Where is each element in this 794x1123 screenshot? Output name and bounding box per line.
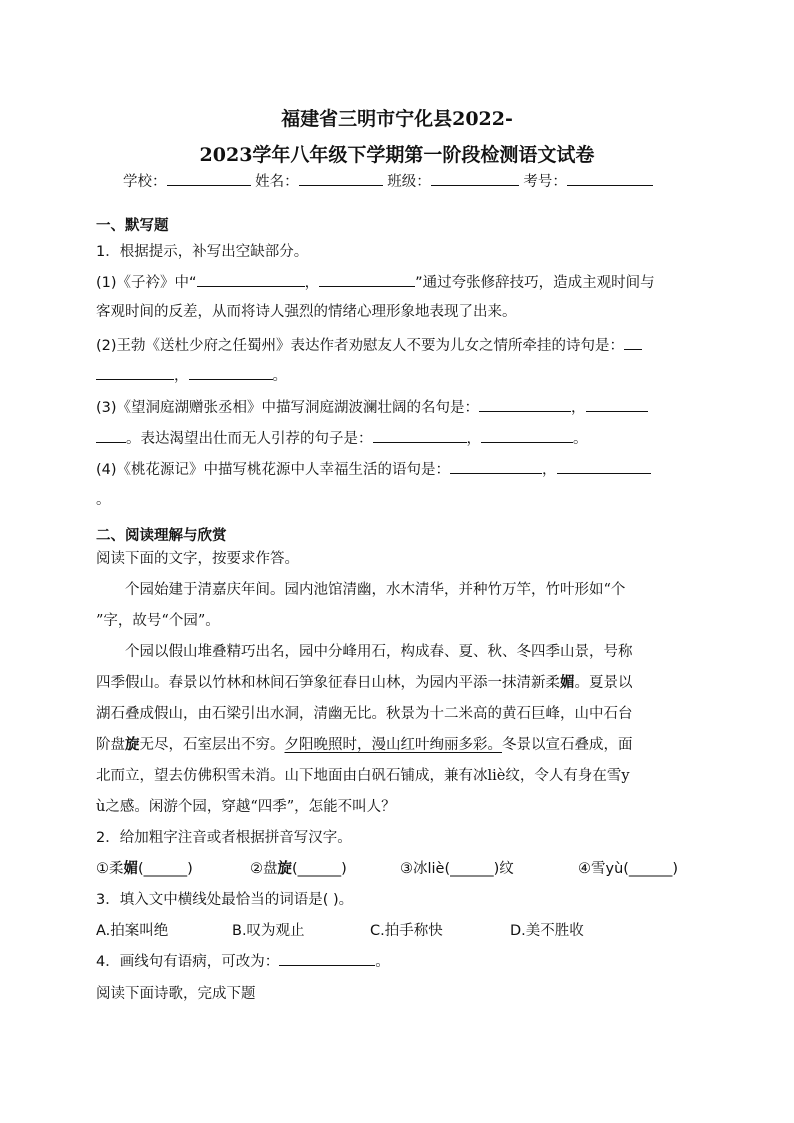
q3-option-c[interactable]: C.拍手称快	[370, 923, 443, 939]
bold-char-mei: 媚	[560, 674, 575, 691]
q1-3-end: 。	[573, 431, 588, 447]
passage-text: 。夏景以	[574, 675, 633, 691]
q1-3-blank1[interactable]	[479, 397, 571, 412]
q1-4-blank1[interactable]	[450, 459, 542, 474]
q1-2-blank1-start[interactable]	[624, 335, 642, 350]
class-blank[interactable]	[431, 171, 519, 186]
question1-4-line1	[96, 458, 651, 479]
section1-heading: 一、默写题	[96, 218, 169, 234]
q2-option2[interactable]	[250, 857, 347, 878]
question1-2-line2	[96, 364, 287, 385]
question1-3-line2	[96, 427, 588, 448]
passage-p2-line5: 北而立，望去仿佛积雪未消。山下地面由白矾石铺成，兼有冰liè纹，令人有身在雪y	[96, 768, 630, 784]
passage-text: 冬景以宣石叠成，面	[502, 737, 633, 753]
q2-option2-text: ②盘	[250, 861, 278, 877]
student-info-row	[123, 170, 653, 191]
question1-intro: 1．根据提示，补写出空缺部分。	[96, 244, 309, 260]
question4	[96, 950, 390, 971]
q1-1-sep: ，	[304, 275, 320, 291]
q4-text: 4．画线句有语病，可改为：	[96, 954, 280, 970]
q1-2-sep: ，	[174, 368, 189, 384]
question1-2-line1	[96, 334, 642, 355]
bold-char-xuan: 旋	[125, 736, 140, 753]
class-label: 班级：	[387, 174, 431, 190]
q1-4-blank2[interactable]	[557, 459, 651, 474]
q1-3-blank2-end[interactable]	[96, 428, 126, 443]
q2-option3[interactable]: ③冰liè(______)纹	[400, 861, 514, 877]
q2-option2-bold: 旋	[277, 861, 292, 877]
q1-1-text-b: ”通过夸张修辞技巧，造成主观时间与	[415, 275, 655, 291]
section2-heading: 二、阅读理解与欣赏	[96, 528, 227, 544]
passage-p2-line6: ù之感。闲游个园，穿越“四季”，怎能不叫人？	[96, 799, 396, 815]
q2-option1-blank[interactable]: (______)	[138, 861, 193, 877]
q1-1-blank1[interactable]	[197, 272, 305, 287]
q1-2-blank2[interactable]	[189, 365, 273, 380]
name-label: 姓名：	[255, 174, 299, 190]
question3: 3．填入文中横线处最恰当的词语是( )。	[96, 892, 354, 908]
exam-title-line1: 福建省三明市宁化县2022-	[281, 108, 513, 130]
q1-2-end: 。	[272, 368, 287, 384]
q2-option1-text: ①柔	[96, 861, 124, 877]
number-blank[interactable]	[567, 171, 653, 186]
q1-3-text-a: (3)《望洞庭湖赠张丞相》中描写洞庭湖波澜壮阔的名句是：	[96, 400, 480, 416]
q3-option-d[interactable]: D.美不胜收	[510, 923, 584, 939]
school-blank[interactable]	[167, 171, 251, 186]
passage-text: 四季假山。春景以竹林和林间石笋象征春日山林，为园内平添一抹清新柔	[96, 675, 560, 691]
q3-option-b[interactable]: B.叹为观止	[232, 923, 305, 939]
school-label: 学校：	[123, 174, 167, 190]
q1-3-blank4[interactable]	[481, 428, 573, 443]
question1-4-line2: 。	[96, 492, 111, 508]
q1-1-text-a: (1)《子衿》中“	[96, 275, 197, 291]
q2-option2-blank[interactable]: (______)	[292, 861, 347, 877]
q3-option-a[interactable]: A.拍案叫绝	[96, 923, 169, 939]
passage-p2-line2	[96, 671, 633, 692]
underlined-sentence: 夕阳晚照时，漫山红叶绚丽多彩。	[284, 737, 502, 753]
q1-2-blank1-end[interactable]	[96, 365, 174, 380]
passage-p2-line1: 个园以假山堆叠精巧出名，园中分峰用石，构成春、夏、秋、冬四季山景，号称	[125, 644, 633, 660]
question1-1-line2: 客观时间的反差，从而将诗人强烈的情绪心理形象地表现了出来。	[96, 304, 517, 320]
q1-4-text: (4)《桃花源记》中描写桃花源中人幸福生活的语句是：	[96, 462, 451, 478]
q2-option1[interactable]	[96, 857, 193, 878]
name-blank[interactable]	[299, 171, 383, 186]
q1-3-sep: ，	[571, 400, 586, 416]
q1-3-sep2: ，	[466, 431, 481, 447]
question1-1-line1	[96, 271, 655, 292]
q1-1-blank2[interactable]	[319, 272, 415, 287]
passage-p1-line2: ”字，故号“个园”。	[96, 613, 220, 629]
question2: 2．给加粗字注音或者根据拼音写汉字。	[96, 830, 352, 846]
q1-3-text-b: 。表达渴望出仕而无人引荐的句子是：	[126, 431, 373, 447]
reading-instruction: 阅读下面的文字，按要求作答。	[96, 551, 299, 567]
q1-4-sep: ，	[542, 462, 557, 478]
q4-blank[interactable]	[279, 951, 375, 966]
passage-text: 阶盘	[96, 737, 125, 753]
passage-p2-line3: 湖石叠成假山，由石梁引出水洞，清幽无比。秋景为十二米高的黄石巨峰，山中石台	[96, 706, 633, 722]
q2-option1-bold: 媚	[123, 861, 138, 877]
passage-p2-line4	[96, 733, 633, 754]
q2-option4[interactable]: ④雪yù(______)	[578, 861, 679, 877]
q1-2-text: (2)王勃《送杜少府之任蜀州》表达作者劝慰友人不要为儿女之情所牵挂的诗句是：	[96, 338, 625, 354]
q1-3-blank2-start[interactable]	[586, 397, 648, 412]
passage-p1-line1: 个园始建于清嘉庆年间。园内池馆清幽，水木清华，并种竹万竿，竹叶形如“个	[125, 582, 626, 598]
q1-3-blank3[interactable]	[373, 428, 467, 443]
q4-end: 。	[375, 954, 390, 970]
number-label: 考号：	[523, 174, 567, 190]
exam-title-line2: 2023学年八年级下学期第一阶段检测语文试卷	[199, 144, 595, 166]
question1-3-line1	[96, 396, 648, 417]
poem-instruction: 阅读下面诗歌，完成下题	[96, 986, 256, 1002]
passage-text: 无尽，石室层出不穷。	[139, 737, 285, 753]
